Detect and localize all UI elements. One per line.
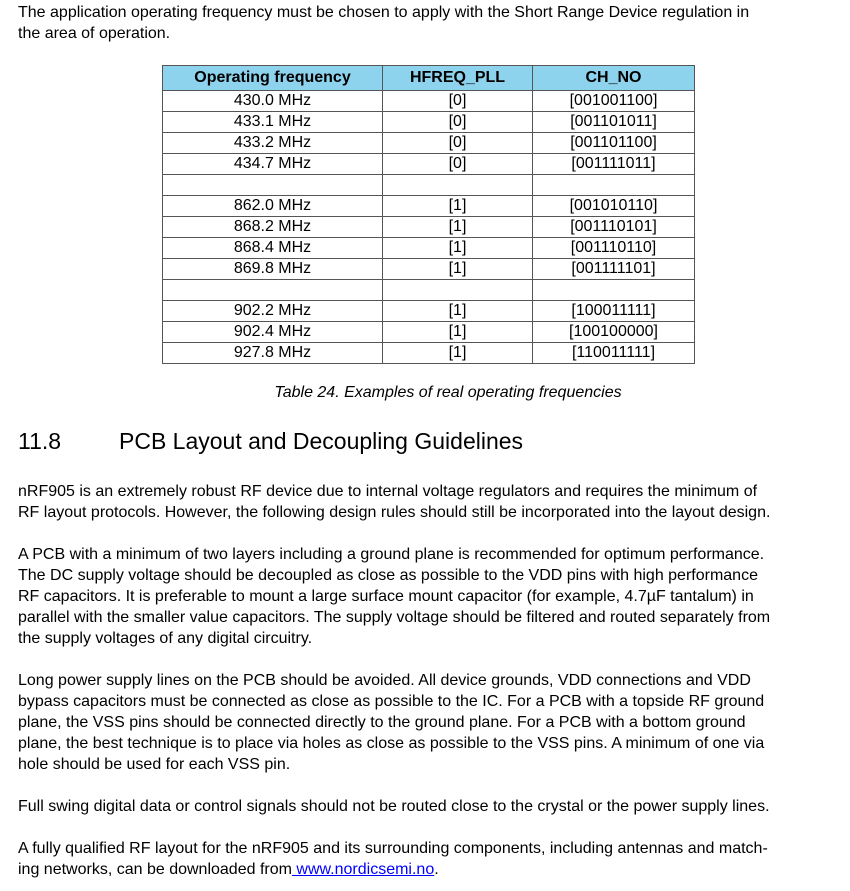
table-cell: [001010110]	[533, 196, 695, 217]
table-cell: [1]	[383, 259, 533, 280]
table-cell: [0]	[383, 133, 533, 154]
period: .	[434, 861, 439, 878]
text-line: A fully qualified RF layout for the nRF905 and its surrounding components, including antennas and match-	[18, 840, 768, 857]
table-cell: [1]	[383, 238, 533, 259]
text-line: The DC supply voltage should be decoupled as close as possible to the VDD pins with high performance	[18, 567, 758, 584]
text-line: the supply voltages of any digital circuitry.	[18, 630, 313, 647]
table-cell: [1]	[383, 196, 533, 217]
table-row	[163, 196, 695, 217]
text-line: ing networks, can be downloaded from	[18, 861, 292, 878]
table-cell: [001101100]	[533, 133, 695, 154]
table-row	[163, 280, 695, 301]
header-hfreq-pll: HFREQ_PLL	[383, 66, 533, 91]
table-cell: [001111101]	[533, 259, 695, 280]
table-cell: 862.0 MHz	[163, 196, 383, 217]
table-row	[163, 322, 695, 343]
table-cell: [100011111]	[533, 301, 695, 322]
table-row	[163, 343, 695, 364]
table-cell: [001111011]	[533, 154, 695, 175]
text-line: Full swing digital data or control signals should not be routed close to the crystal or the power supply lines.	[18, 798, 770, 815]
text-line: plane, the best technique is to place via holes as close as possible to the VSS pins. A minimum of one via	[18, 735, 765, 752]
text-line: bypass capacitors must be connected as close as possible to the IC. For a PCB with a topside RF ground	[18, 693, 765, 710]
table-row	[163, 133, 695, 154]
table-cell: [001101011]	[533, 112, 695, 133]
table-cell: 902.4 MHz	[163, 322, 383, 343]
final-paragraph	[18, 838, 768, 880]
table-cell: [0]	[383, 91, 533, 112]
table-cell: [1]	[383, 343, 533, 364]
table-row	[163, 238, 695, 259]
table-row	[163, 154, 695, 175]
table-cell: [001110110]	[533, 238, 695, 259]
table-cell: 430.0 MHz	[163, 91, 383, 112]
table-row	[163, 217, 695, 238]
table-cell: 868.4 MHz	[163, 238, 383, 259]
table-cell: 433.2 MHz	[163, 133, 383, 154]
table-cell: 434.7 MHz	[163, 154, 383, 175]
table-cell	[163, 280, 383, 301]
frequency-table	[162, 65, 695, 364]
body-paragraph	[18, 670, 764, 775]
table-cell	[533, 280, 695, 301]
table-cell: [100100000]	[533, 322, 695, 343]
table-cell: [1]	[383, 322, 533, 343]
table-row	[163, 175, 695, 196]
section-heading	[18, 428, 524, 455]
table-cell: 927.8 MHz	[163, 343, 383, 364]
text-line: nRF905 is an extremely robust RF device due to internal voltage regulators and requires the minimum of	[18, 483, 758, 500]
header-ch-no: CH_NO	[533, 66, 695, 91]
section-title: PCB Layout and Decoupling Guidelines	[119, 428, 524, 454]
table-row	[163, 91, 695, 112]
table-cell: 869.8 MHz	[163, 259, 383, 280]
section-number: 11.8	[18, 428, 62, 454]
text-line: RF layout protocols. However, the following design rules should still be incorporated into the layout design.	[18, 504, 771, 521]
text-line: A PCB with a minimum of two layers including a ground plane is recommended for optimum performance.	[18, 546, 765, 563]
text-line: hole should be used for each VSS pin.	[18, 756, 291, 773]
text-line: Long power supply lines on the PCB should be avoided. All device grounds, VDD connections and VDD	[18, 672, 751, 689]
body-paragraph	[18, 481, 770, 523]
table-cell	[383, 175, 533, 196]
table-cell	[533, 175, 695, 196]
text-line: RF capacitors. It is preferable to mount a large surface mount capacitor (for example, 4.7µF tantalum) in	[18, 588, 754, 605]
table-cell: [1]	[383, 217, 533, 238]
table-cell: [0]	[383, 112, 533, 133]
body-paragraph	[18, 544, 770, 649]
table-cell: [1]	[383, 301, 533, 322]
table-cell: [001110101]	[533, 217, 695, 238]
table-row	[163, 301, 695, 322]
table-caption: Table 24. Examples of real operating frequencies	[274, 384, 622, 401]
nordicsemi-link[interactable]: www.nordicsemi.no	[291, 861, 435, 878]
table-cell: 868.2 MHz	[163, 217, 383, 238]
table-cell	[383, 280, 533, 301]
table-cell: 433.1 MHz	[163, 112, 383, 133]
text-line: the area of operation.	[18, 25, 171, 42]
table-cell: [001001100]	[533, 91, 695, 112]
text-line: The application operating frequency must be chosen to apply with the Short Range Device regulation in	[18, 4, 750, 21]
text-line: parallel with the smaller value capacitors. The supply voltage should be filtered and routed separately from	[18, 609, 771, 626]
table-cell	[163, 175, 383, 196]
table-cell: 902.2 MHz	[163, 301, 383, 322]
table-cell: [110011111]	[533, 343, 695, 364]
table-row	[163, 259, 695, 280]
table-cell: [0]	[383, 154, 533, 175]
body-paragraph	[18, 796, 770, 817]
text-line: plane, the VSS pins should be connected directly to the ground plane. For a PCB with a bottom ground	[18, 714, 746, 731]
intro-paragraph	[18, 2, 749, 44]
table-row	[163, 112, 695, 133]
header-operating-frequency: Operating frequency	[163, 66, 383, 91]
